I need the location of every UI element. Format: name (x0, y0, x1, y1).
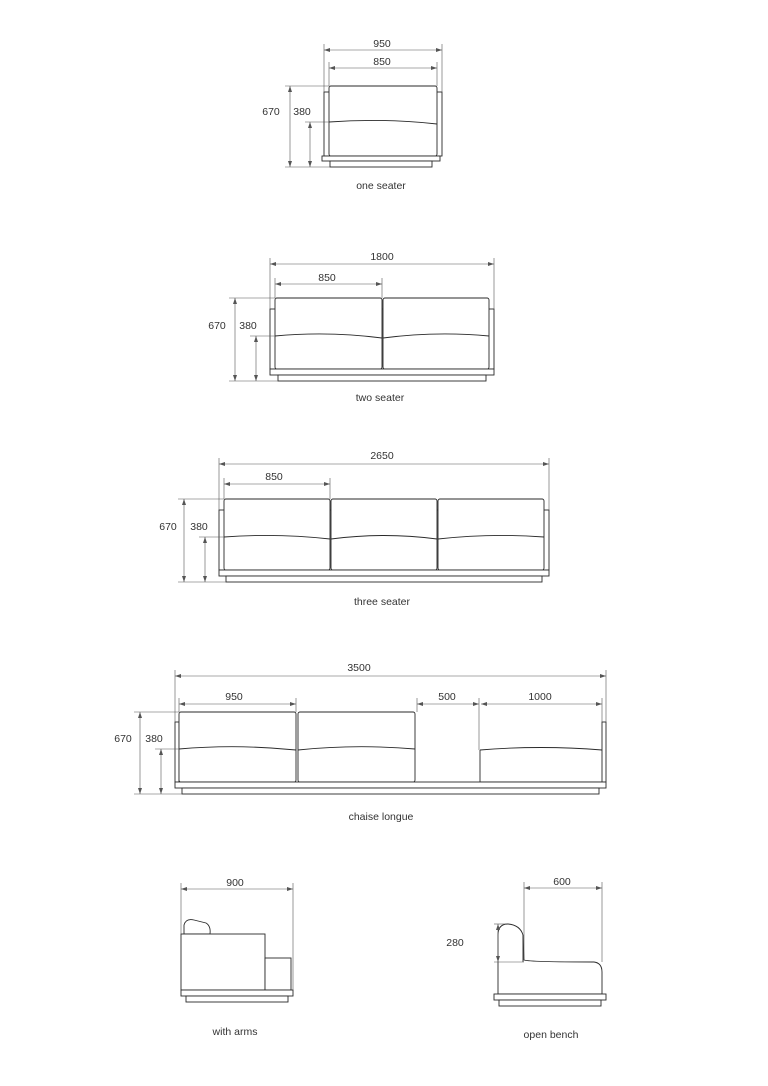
chaise-longue-gap-width: 500 (438, 691, 456, 703)
chaise-longue-label: chaise longue (348, 811, 414, 823)
three-seater-drawing (159, 450, 549, 608)
with-arms-sofa (181, 920, 293, 1002)
two-seater-seat-width: 850 (318, 272, 336, 284)
open-bench-label: open bench (523, 1029, 579, 1041)
open-bench-depth: 600 (553, 876, 571, 888)
three-seater-label: three seater (353, 596, 411, 608)
two-seater-sofa (270, 298, 494, 381)
two-seater-drawing (208, 251, 494, 404)
chaise-longue-sofa (175, 712, 606, 794)
three-seater-seat-height: 380 (190, 521, 208, 533)
with-arms-label: with arms (212, 1026, 258, 1038)
three-seater-overall-width: 2650 (370, 450, 394, 462)
chaise-longue-chaise-width: 1000 (528, 691, 552, 703)
open-bench-drawing (446, 876, 606, 1041)
chaise-longue-seat-height: 380 (145, 733, 163, 745)
three-seater-seat-width: 850 (265, 471, 283, 483)
open-bench-back-height: 280 (446, 937, 464, 949)
chaise-longue-seat-width: 950 (225, 691, 243, 703)
one-seater-height: 670 (262, 106, 280, 118)
one-seater-overall-width: 950 (373, 38, 391, 50)
chaise-longue-drawing (114, 662, 606, 823)
two-seater-label: two seater (355, 392, 405, 404)
chaise-longue-overall-width: 3500 (347, 662, 371, 674)
with-arms-drawing (181, 877, 293, 1038)
with-arms-depth: 900 (226, 877, 244, 889)
one-seater-label: one seater (356, 180, 406, 192)
one-seater-seat-width: 850 (373, 56, 391, 68)
one-seater-seat-height: 380 (293, 106, 311, 118)
three-seater-sofa (219, 499, 549, 582)
one-seater-sofa (322, 86, 442, 167)
two-seater-overall-width: 1800 (370, 251, 394, 263)
three-seater-height: 670 (159, 521, 177, 533)
two-seater-height: 670 (208, 320, 226, 332)
one-seater-drawing (262, 38, 442, 192)
two-seater-seat-height: 380 (239, 320, 257, 332)
chaise-longue-height: 670 (114, 733, 132, 745)
open-bench-sofa (494, 924, 606, 1006)
